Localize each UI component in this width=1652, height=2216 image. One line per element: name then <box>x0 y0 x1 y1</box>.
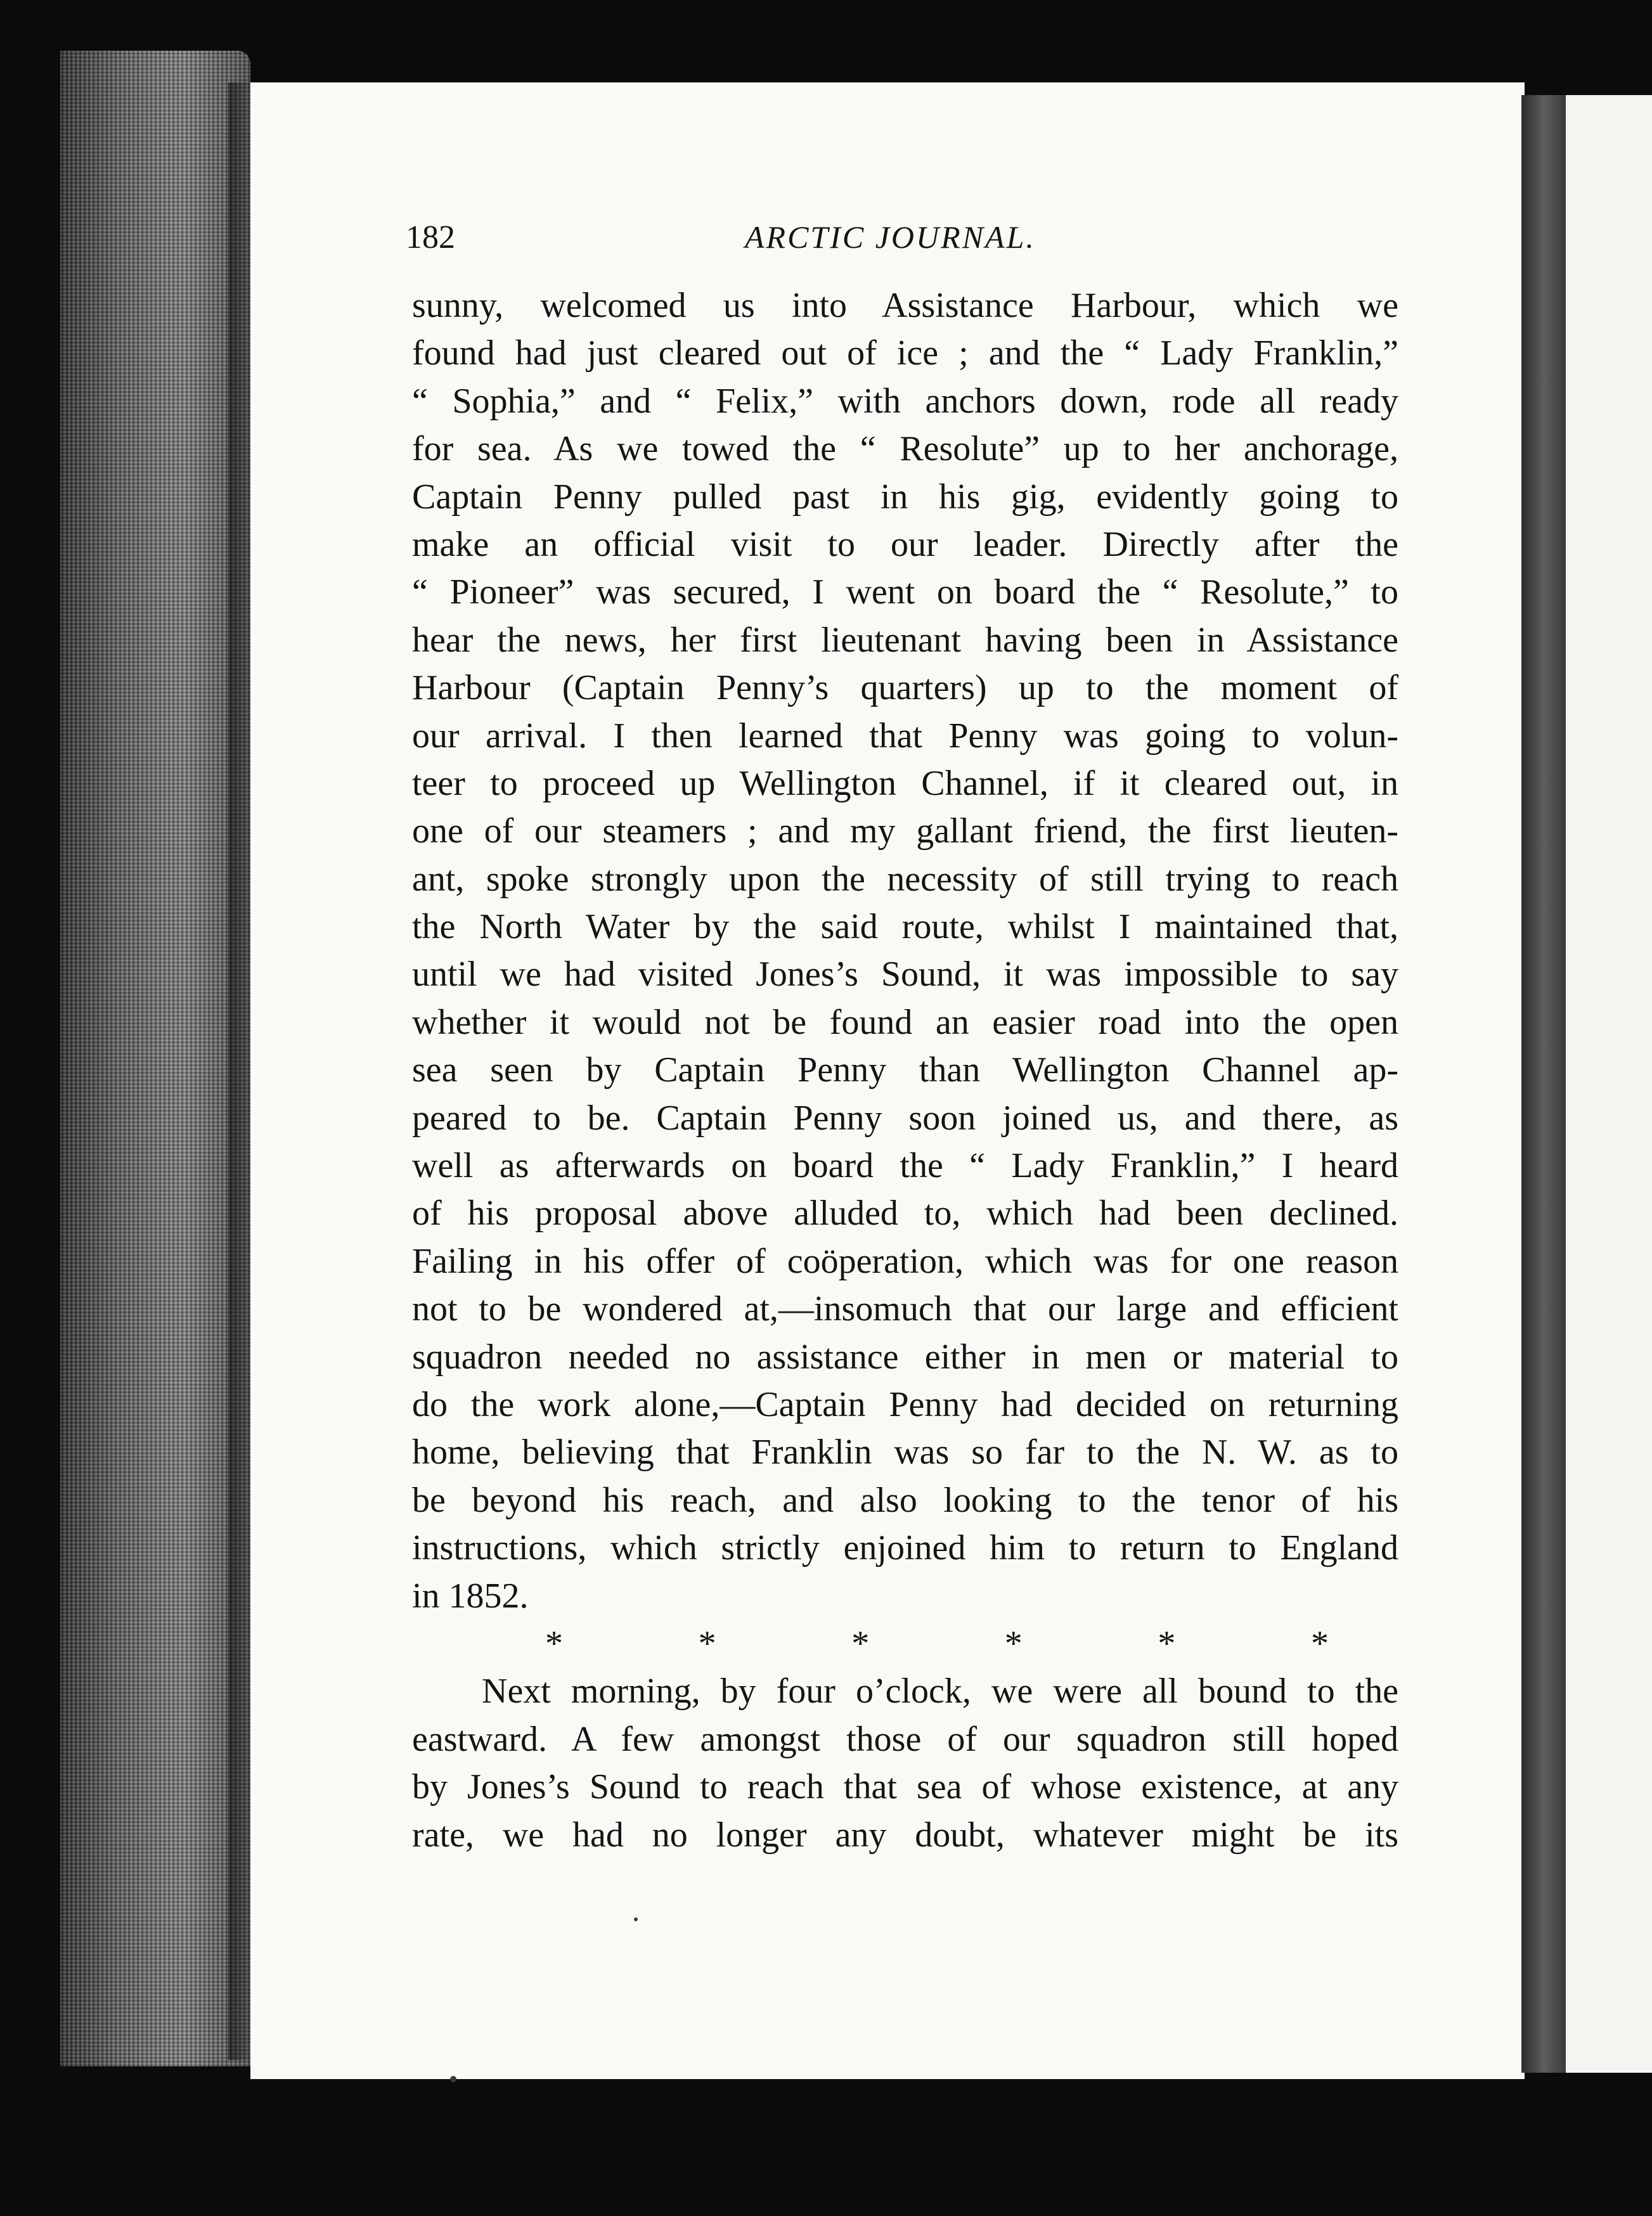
text-line: squadron needed no assistance either in men or material to <box>412 1337 1398 1377</box>
text-line: make an official visit to our leader. Directly after the <box>412 524 1398 564</box>
text-line: sunny, welcomed us into Assistance Harbour, which we <box>412 286 1398 325</box>
text-line: for sea. As we towed the “ Resolute” up to her anchorage, <box>412 429 1398 469</box>
text-line: well as afterwards on board the “ Lady Franklin,” I heard <box>412 1146 1398 1186</box>
text-line: by Jones’s Sound to reach that sea of whose existence, at any <box>412 1767 1398 1807</box>
next-page-edge <box>1566 95 1652 2073</box>
asterisk: * <box>698 1623 716 1663</box>
asterisk: * <box>1004 1623 1023 1663</box>
text-line: peared to be. Captain Penny soon joined us, and there, as <box>412 1098 1398 1138</box>
asterisk: * <box>545 1623 563 1663</box>
spine-shadow <box>228 82 254 2060</box>
text-line: home, believing that Franklin was so far to the N. W. as to <box>412 1433 1398 1472</box>
asterisk: * <box>1158 1623 1176 1663</box>
text-line: Harbour (Captain Penny’s quarters) up to the moment of <box>412 668 1398 708</box>
text-line: not to be wondered at,—insomuch that our large and efficient <box>412 1289 1398 1329</box>
text-line: eastward. A few amongst those of our squadron still hoped <box>412 1719 1398 1759</box>
page-number: 182 <box>406 219 455 255</box>
text-line: be beyond his reach, and also looking to the tenor of his <box>412 1480 1398 1520</box>
text-line: rate, we had no longer any doubt, whatever might be its <box>412 1815 1398 1855</box>
text-line: our arrival. I then learned that Penny was going to volun- <box>412 716 1398 756</box>
text-line: ant, spoke strongly upon the necessity of still trying to reach <box>412 859 1398 899</box>
text-line: sea seen by Captain Penny than Wellington Channel ap- <box>412 1050 1398 1090</box>
text-line: Captain Penny pulled past in his gig, evidently going to <box>412 477 1398 517</box>
asterisk: * <box>851 1623 870 1663</box>
section-break-asterisks <box>412 1620 1398 1668</box>
text-line: do the work alone,—Captain Penny had decided on returning <box>412 1384 1398 1424</box>
ink-speck <box>450 2076 456 2082</box>
text-line: in 1852. <box>412 1576 529 1616</box>
ink-speck <box>634 1917 638 1921</box>
text-line: found had just cleared out of ice ; and the “ Lady Franklin,” <box>412 333 1398 373</box>
text-line: one of our steamers ; and my gallant friend, the first lieuten- <box>412 811 1398 851</box>
running-head <box>406 219 1116 269</box>
text-line: whether it would not be found an easier road into the open <box>412 1002 1398 1042</box>
text-line: teer to proceed up Wellington Channel, if it cleared out, in <box>412 763 1398 803</box>
text-line: Next morning, by four o’clock, we were all bound to the <box>482 1672 1398 1711</box>
text-line: “ Sophia,” and “ Felix,” with anchors down, rode all ready <box>412 381 1398 421</box>
running-title: ARCTIC JOURNAL. <box>745 219 1036 255</box>
text-line: Failing in his offer of coöperation, which was for one reason <box>412 1241 1398 1281</box>
asterisk: * <box>1310 1623 1329 1663</box>
text-line: hear the news, her first lieutenant having been in Assistance <box>412 620 1398 660</box>
body-text <box>412 282 1398 1859</box>
text-line: until we had visited Jones’s Sound, it was impossible to say <box>412 955 1398 995</box>
text-line: instructions, which strictly enjoined him to return to England <box>412 1528 1398 1568</box>
text-line: of his proposal above alluded to, which had been declined. <box>412 1194 1398 1234</box>
text-line: “ Pioneer” was secured, I went on board the “ Resolute,” to <box>412 572 1398 612</box>
next-page-gutter <box>1521 95 1566 2073</box>
text-line: the North Water by the said route, whilst I maintained that, <box>412 907 1398 947</box>
book-spine-edge <box>60 51 250 2066</box>
